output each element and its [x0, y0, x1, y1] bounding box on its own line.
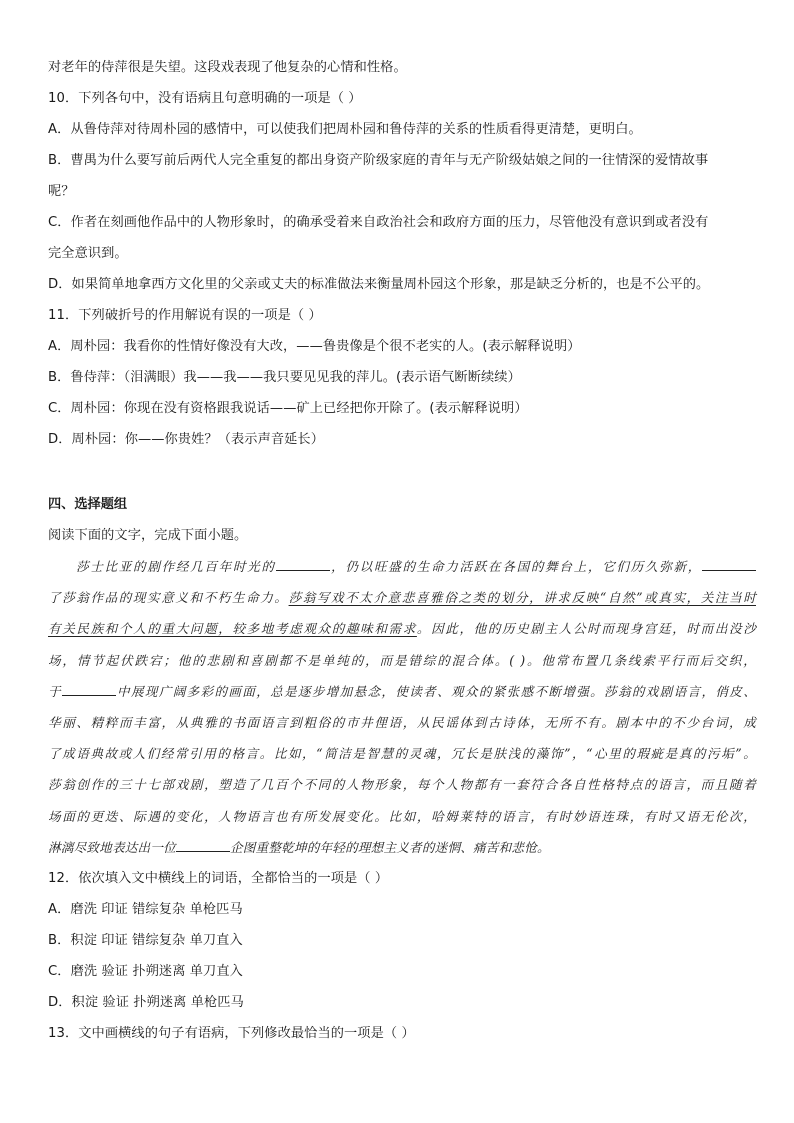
- question-11-option-c: C．周朴园：你现在没有资格跟我说话——矿上已经把你开除了。(表示解释说明）: [48, 401, 528, 416]
- passage-line: 场，情节起伏跌宕；他的悲剧和喜剧都不是单纯的，而是错综的混合体。( )。他常布置几条线索平行而后交织，: [48, 652, 756, 668]
- text-line: 对老年的侍萍很是失望。这段戏表现了他复杂的心情和性格。: [48, 60, 407, 75]
- passage-text: 中展现广阔多彩的画面，总是逐步增加悬念，使读者、观众的紧张感不断增强。莎翁的戏剧语言，俏皮、: [115, 683, 757, 699]
- passage-line: [48, 582, 756, 613]
- fill-blank-4: [176, 837, 230, 852]
- passage-line: 莎翁创作的三十七部戏剧，塑造了几百个不同的人物形象，每个人物都有一套符合各自性格特点的语言，而且随着: [48, 777, 756, 793]
- passage-text: 。因此，他的历史剧主人公时而现身宫廷，时而出没沙: [416, 621, 756, 637]
- fill-blank-3: [62, 681, 116, 696]
- passage-line: 华丽、精粹而丰富，从典雅的书面语言到粗俗的市井俚语，从民谣体到古诗体，无所不有。剧本中的不少台词，成: [48, 714, 756, 730]
- passage-line: 场面的更迭、际遇的变化，人物语言也有所发展变化。比如，哈姆莱特的语言，有时妙语连珠，有时又语无伦次，: [48, 808, 756, 824]
- question-11-option-b: B．鲁侍萍：（泪满眼）我——我——我只要见见我的萍儿。(表示语气断断续续）: [48, 370, 521, 385]
- passage-line: [48, 551, 756, 582]
- fill-blank-1: [276, 556, 330, 571]
- question-10-option-b: B．曹禺为什么要写前后两代人完全重复的都出身资产阶级家庭的青年与无产阶级姑娘之间的一往情深的爱情故事: [48, 153, 709, 168]
- section-gap: [48, 455, 756, 489]
- question-11-stem: 11．下列破折号的作用解说有误的一项是（ ）: [48, 308, 322, 323]
- question-10-option-c: C．作者在刻画他作品中的人物形象时，的确承受着来自政治社会和政府方面的压力，尽管他没有意识到或者没有: [48, 215, 709, 230]
- question-12-stem: 12．依次填入文中横线上的词语，全都恰当的一项是（ ）: [48, 870, 389, 886]
- question-11-option-d: D．周朴园：你——你贵姓？（表示声音延长）: [48, 432, 325, 447]
- question-10-option-d: D．如果简单地拿西方文化里的父亲或丈夫的标准做法来衡量周朴园这个形象，那是缺乏分析的，也是不公平的。: [48, 277, 710, 292]
- section-heading: 四、选择题组: [48, 497, 128, 512]
- passage-text: ，仍以旺盛的生命力活跃在各国的舞台上，它们历久弥新，: [329, 559, 702, 574]
- question-12-option-d: D．积淀 验证 扑朔迷离 单枪匹马: [48, 994, 244, 1010]
- fill-blank-2: [702, 556, 756, 571]
- passage-line: [48, 676, 756, 707]
- passage-text: 莎士比亚的剧作经几百年时光的: [76, 559, 276, 574]
- passage-text: 企图重整乾坤的年轻的理想主义者的迷惘、痛苦和悲怆。: [229, 839, 550, 855]
- reading-passage: [48, 551, 756, 863]
- passage-text: 于: [48, 683, 62, 699]
- document-page: [48, 52, 756, 1049]
- passage-line: [48, 832, 756, 863]
- question-11-option-a: A．周朴园：我看你的性情好像没有大改，——鲁贵像是个很不老实的人。(表示解释说明）: [48, 339, 581, 354]
- question-10-option-a: A．从鲁侍萍对待周朴园的感情中，可以使我们把周朴园和鲁侍萍的关系的性质看得更清楚，更明白。: [48, 122, 642, 137]
- passage-text: 淋漓尽致地表达出一位: [48, 839, 176, 855]
- underlined-sentence: 莎翁写戏不太介意悲喜雅俗之类的划分，讲求反映“自然”或真实，关注当时: [288, 590, 756, 606]
- question-12-option-b: B．积淀 印证 错综复杂 单刀直入: [48, 932, 243, 948]
- reading-instruction: 阅读下面的文字，完成下面小题。: [48, 528, 248, 543]
- passage-line: 了成语典故或人们经常引用的格言。比如，“简洁是智慧的灵魂，冗长是肤浅的藻饰”，“心里的瑕疵是真的污垢”。: [48, 746, 756, 762]
- underlined-sentence: 有关民族和个人的重大问题，较多地考虑观众的趣味和需求: [48, 621, 417, 637]
- question-12-option-c: C．磨洗 验证 扑朔迷离 单刀直入: [48, 963, 243, 979]
- question-12-option-a: A．磨洗 印证 错综复杂 单枪匹马: [48, 901, 243, 917]
- question-10-option-c-cont: 完全意识到。: [48, 246, 128, 261]
- question-10-stem: 10．下列各句中，没有语病且句意明确的一项是（ ）: [48, 91, 362, 106]
- question-10-option-b-cont: 呢？: [48, 184, 75, 199]
- question-13-stem: 13．文中画横线的句子有语病，下列修改最恰当的一项是（ ）: [48, 1025, 415, 1041]
- passage-line: [48, 613, 756, 644]
- passage-text: 了莎翁作品的现实意义和不朽生命力。: [48, 590, 289, 606]
